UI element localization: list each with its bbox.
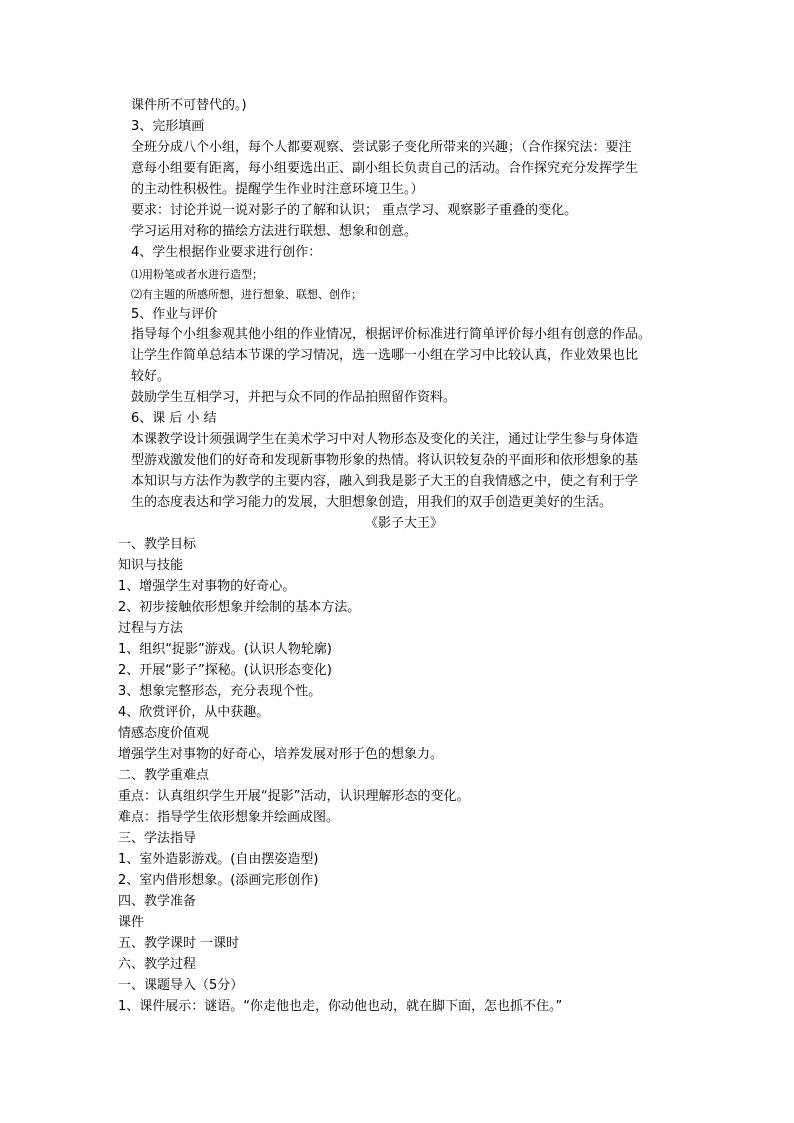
step-heading: 4、学生根据作业要求进行创作： — [131, 245, 322, 260]
section-heading: 四、教学准备 — [118, 894, 197, 909]
text-line: 让学生作简单总结本节课的学习情况，选一选哪一小组在学习中比较认真，作业效果也比 — [131, 348, 639, 363]
list-item: 2、开展“影子”探秘。(认识形态变化) — [118, 663, 332, 678]
section-heading: 三、学法指导 — [118, 831, 197, 846]
text-line: 重点：认真组织学生开展“捉影”活动，认识理解形态的变化。 — [118, 789, 470, 804]
text-line: 全班分成八个小组，每个人都要观察、尝试影子变化所带来的兴趣；（合作探究法：要注 — [131, 140, 632, 155]
text-line: 较好。 — [131, 369, 171, 384]
list-item: 3、想象完整形态，充分表现个性。 — [118, 684, 322, 699]
section-heading: 一、课题导入（5分） — [118, 978, 244, 993]
step-heading: 5、作业与评价 — [131, 307, 218, 322]
section-heading: 六、教学过程 — [118, 957, 197, 972]
text-line: 课件 — [118, 915, 145, 930]
sub-heading: 过程与方法 — [118, 621, 184, 636]
sub-heading: 知识与技能 — [118, 558, 184, 573]
text-line: 生的态度表达和学习能力的发展，大胆想象创造，用我们的双手创造更美好的生活。 — [131, 495, 613, 510]
list-item: 1、组织“捉影”游戏。(认识人物轮廓) — [118, 642, 332, 657]
text-line: 本知识与方法作为教学的主要内容，融入到我是影子大王的自我情感之中，使之有利于学 — [131, 474, 639, 489]
text-line: 指导每个小组参观其他小组的作业情况，根据评价标准进行简单评价每小组有创意的作品。 — [131, 327, 652, 342]
list-item: 2、室内借形想象。(添画完形创作) — [118, 873, 319, 888]
text-line: 型游戏激发他们的好奇和发现新事物形象的热情。将认识较复杂的平面形和依形想象的基 — [131, 453, 639, 468]
list-item: 4、欣赏评价，从中获趣。 — [118, 705, 270, 720]
step-heading: 3、完形填画 — [131, 119, 205, 134]
list-item: 1、增强学生对事物的好奇心。 — [118, 579, 296, 594]
text-line: 难点：指导学生依形想象并绘画成图。 — [118, 810, 340, 825]
section-heading: 一、教学目标 — [118, 537, 197, 552]
text-line: 本课教学设计须强调学生在美术学习中对人物形态及变化的关注，通过让学生参与身体造 — [131, 432, 639, 447]
text-line: 要求：讨论并说一说对影子的了解和认识； 重点学习、观察影子重叠的变化。 — [131, 203, 578, 218]
section-heading: 二、教学重难点 — [118, 768, 210, 783]
text-line: 增强学生对事物的好奇心，培养发展对形于色的想象力。 — [118, 747, 444, 762]
list-item: ⑴用粉笔或者水进行造型； — [131, 268, 263, 281]
text-line: 意每小组要有距离，每小组要选出正、副小组长负责自己的活动。合作探究充分发挥学生 — [131, 161, 639, 176]
text-line: 课件所不可替代的。) — [131, 98, 247, 113]
section-heading: 五、教学课时 一课时 — [118, 936, 240, 951]
sub-heading: 情感态度价值观 — [118, 726, 210, 741]
list-item: 2、初步接触依形想象并绘制的基本方法。 — [118, 600, 361, 615]
text-line: 1、课件展示：谜语。“你走他也走，你动他也动，就在脚下面，怎也抓不住。” — [118, 999, 563, 1014]
list-item: 1、室外造影游戏。(自由摆姿造型) — [118, 852, 319, 867]
list-item: ⑵有主题的所感所想，进行想象、联想、创作； — [131, 288, 362, 301]
text-line: 的主动性积极性。提醒学生作业时注意环境卫生。） — [131, 182, 424, 197]
step-heading: 6、课 后 小 结 — [131, 411, 217, 426]
document-title: 《影子大王》 — [365, 516, 444, 531]
text-line: 鼓励学生互相学习，并把与众不同的作品拍照留作资料。 — [131, 390, 457, 405]
text-line: 学习运用对称的描绘方法进行联想、想象和创意。 — [131, 224, 418, 239]
